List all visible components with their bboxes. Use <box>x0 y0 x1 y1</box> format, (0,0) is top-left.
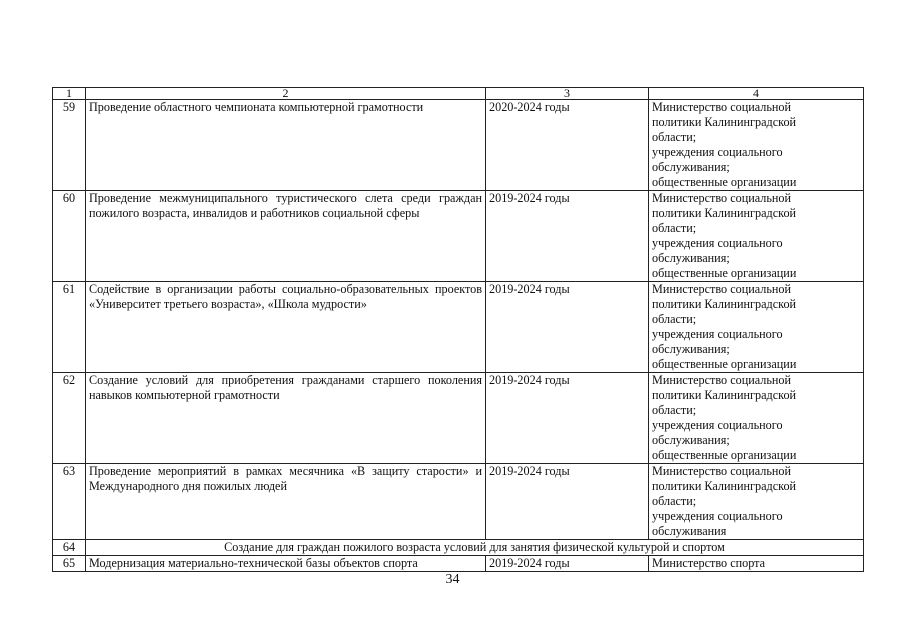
responsible-cell <box>649 100 864 191</box>
org-line: области; <box>652 312 697 326</box>
org-line: учреждения социального <box>652 418 783 432</box>
org-line: Министерство социальной <box>652 464 792 478</box>
responsible-cell <box>649 373 864 464</box>
table-row <box>53 191 864 282</box>
org-line: обслуживания; <box>652 251 730 265</box>
period-cell: 2020-2024 годы <box>486 100 649 191</box>
org-line: общественные организации <box>652 175 797 189</box>
header-cell-3: 3 <box>486 88 649 100</box>
section-title: Создание для граждан пожилого возраста условий для занятия физической культурой и спортом <box>86 540 864 556</box>
responsible-cell: Министерство спорта <box>649 556 864 572</box>
org-line: политики Калининградской <box>652 388 797 402</box>
org-line: учреждения социального <box>652 327 783 341</box>
org-line: Министерство социальной <box>652 100 792 114</box>
table-row <box>53 464 864 540</box>
row-number: 59 <box>53 100 86 191</box>
table-row <box>53 373 864 464</box>
measure-description: Создание условий для приобретения гражданами старшего поколения навыков компьютерной грамотности <box>86 373 486 464</box>
org-line: Министерство социальной <box>652 191 792 205</box>
measures-table <box>52 87 864 572</box>
page-number: 34 <box>445 572 460 587</box>
table-row <box>53 100 864 191</box>
org-line: общественные организации <box>652 266 797 280</box>
org-line: области; <box>652 221 697 235</box>
org-line: политики Калининградской <box>652 206 797 220</box>
period-cell: 2019-2024 годы <box>486 191 649 282</box>
period-cell: 2019-2024 годы <box>486 464 649 540</box>
org-line: Министерство социальной <box>652 373 792 387</box>
header-cell-2: 2 <box>86 88 486 100</box>
org-line: обслуживания; <box>652 433 730 447</box>
period-cell: 2019-2024 годы <box>486 373 649 464</box>
table-row <box>53 282 864 373</box>
org-line: учреждения социального <box>652 236 783 250</box>
row-number: 62 <box>53 373 86 464</box>
period-cell: 2019-2024 годы <box>486 282 649 373</box>
org-line: Министерство социальной <box>652 282 792 296</box>
section-row <box>53 540 864 556</box>
org-line: обслуживания; <box>652 160 730 174</box>
measure-description: Содействие в организации работы социально-образовательных проектов «Университет третьего возраста», «Школа мудрости» <box>86 282 486 373</box>
responsible-cell <box>649 191 864 282</box>
header-cell-1: 1 <box>53 88 86 100</box>
org-line: политики Калининградской <box>652 479 797 493</box>
org-line: учреждения социального <box>652 509 783 523</box>
row-number: 65 <box>53 556 86 572</box>
header-cell-4: 4 <box>649 88 864 100</box>
table-row <box>53 556 864 572</box>
measure-description: Модернизация материально-технической базы объектов спорта <box>86 556 486 572</box>
org-line: области; <box>652 494 697 508</box>
row-number: 60 <box>53 191 86 282</box>
measure-description: Проведение мероприятий в рамках месячника «В защиту старости» и Международного дня пожилых людей <box>86 464 486 540</box>
measure-description: Проведение областного чемпионата компьютерной грамотности <box>86 100 486 191</box>
org-line: учреждения социального <box>652 145 783 159</box>
org-line: обслуживания <box>652 524 727 538</box>
org-line: общественные организации <box>652 448 797 462</box>
row-number: 64 <box>53 540 86 556</box>
responsible-cell <box>649 464 864 540</box>
responsible-cell <box>649 282 864 373</box>
org-line: политики Калининградской <box>652 115 797 129</box>
row-number: 61 <box>53 282 86 373</box>
org-line: области; <box>652 403 697 417</box>
measure-description: Проведение межмуниципального туристического слета среди граждан пожилого возраста, инвалидов и работников социальной сферы <box>86 191 486 282</box>
org-line: области; <box>652 130 697 144</box>
header-row <box>53 88 864 100</box>
org-line: общественные организации <box>652 357 797 371</box>
org-line: политики Калининградской <box>652 297 797 311</box>
org-line: обслуживания; <box>652 342 730 356</box>
row-number: 63 <box>53 464 86 540</box>
period-cell: 2019-2024 годы <box>486 556 649 572</box>
